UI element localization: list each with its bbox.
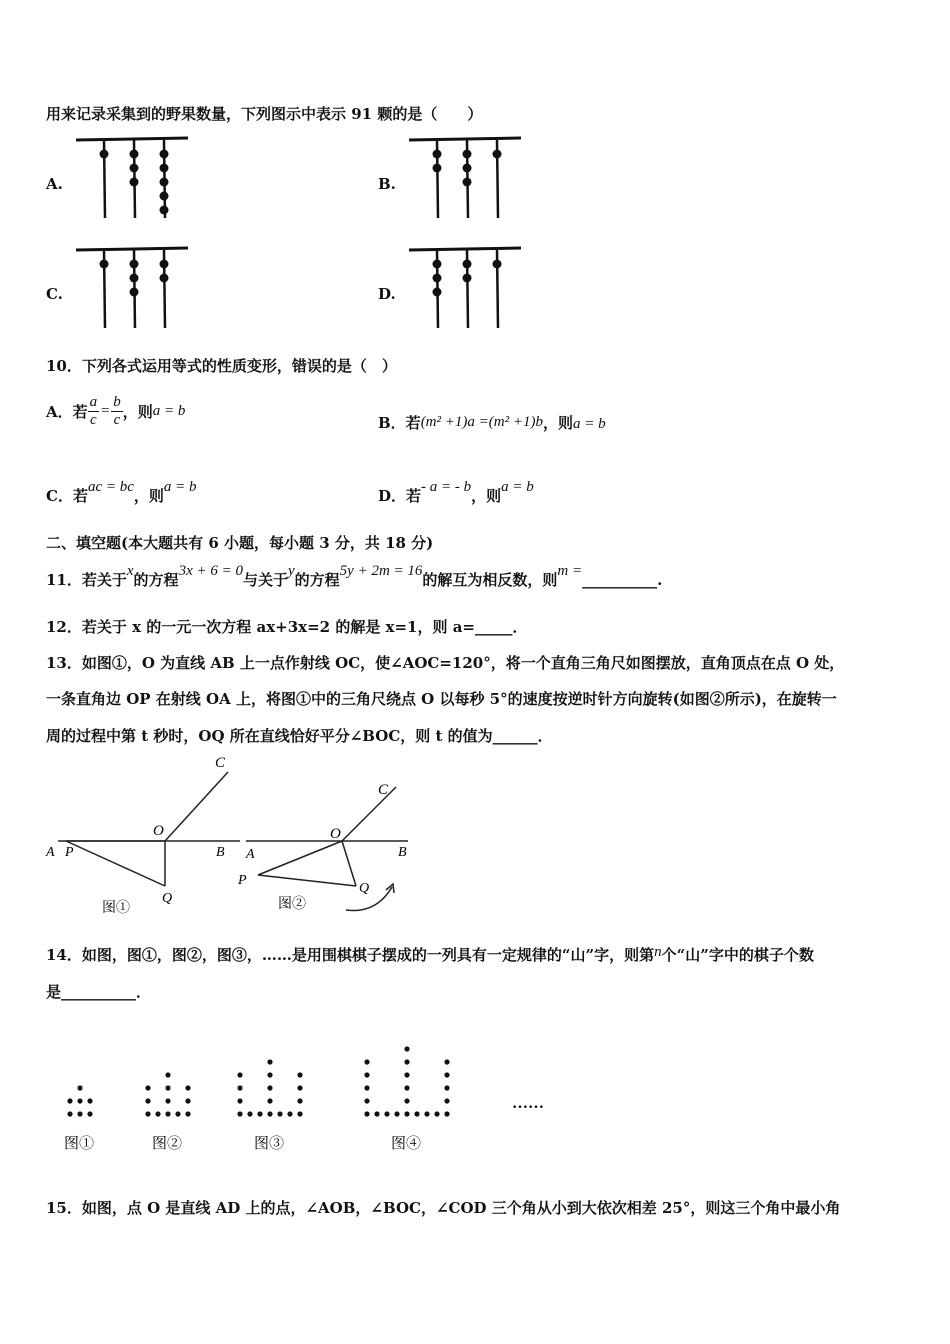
q9-option-b-label: B. [378,175,396,193]
abacus-frame [409,248,521,250]
go-stone [404,1098,409,1103]
go-stone [185,1098,190,1103]
go-stone [404,1085,409,1090]
label-a: A [46,845,55,860]
abacus-bead [463,260,472,269]
q10-a-concl: a = b [152,403,186,419]
go-stone [297,1111,302,1116]
go-stone [384,1111,389,1116]
q13-figure-2 [236,752,416,922]
q9-stem: 用来记录采集到的野果数量，下列图示中表示 91 颗的是（ ） [46,105,483,123]
q10-option-d [378,479,534,506]
go-stone [145,1111,150,1116]
q13-line-1: 13．如图①，O 为直线 AB 上一点作射线 OC，使∠AOC=120°，将一个直角三角尺如图摆放，直角顶点在点 O 处， [46,654,845,672]
go-stone [267,1085,272,1090]
q11-equation-2: 5y + 2m = 16 [339,563,423,579]
ray-oc [165,772,228,841]
abacus-bead [130,164,139,173]
q11 [46,563,663,590]
q10-b-then: ，则 [542,414,573,432]
caption-fig-2: 图② [278,897,306,912]
go-stone [155,1111,160,1116]
q10-c-expr: ac = bc [87,479,134,495]
q14-line-2: 是__________． [46,983,152,1001]
caption-fig-2: 图② [152,1136,183,1152]
go-stone [444,1111,449,1116]
side-op [258,841,342,875]
go-stone [237,1085,242,1090]
q11-var-m: m = [557,563,583,579]
q10-b-expr: (m² +1)a =(m² +1)b [420,414,543,430]
q11-text-1: 11．若关于 [46,571,127,589]
go-stone [77,1098,82,1103]
q13-figure-1 [40,752,240,922]
q10-a-frac2: $\frac{b}{c}$ [113,394,121,428]
go-stone [374,1111,379,1116]
caption-fig-4: 图④ [391,1136,422,1152]
q14-shan-figures [50,1030,570,1160]
label-b: B [398,845,407,860]
q10-b-concl: a = b [572,416,606,432]
go-stone [404,1059,409,1064]
q10-c-then: ，则 [133,487,164,505]
label-c: C [215,755,226,771]
q14-var-n: n [654,944,662,960]
q14-text-1: 14．如图，图①，图②，图③，……是用围棋棋子摆成的一列具有一定规律的“山”字，则第 [46,946,655,964]
go-stone [77,1085,82,1090]
q10-c-concl: a = b [163,479,197,495]
go-stone [444,1072,449,1077]
abacus-bead [100,150,109,159]
abacus-bead [433,288,442,297]
go-stone [267,1072,272,1077]
q13-line-3: 周的过程中第 t 秒时，OQ 所在直线恰好平分∠BOC，则 t 的值为______． [46,727,553,745]
ellipsis: …… [512,1095,544,1112]
abacus-b [405,134,525,224]
section-2-heading: 二、填空题(本大题共有 6 小题，每小题 3 分，共 18 分) [46,534,434,552]
q9-option-d-label: D. [378,285,396,303]
go-stone [267,1059,272,1064]
q10-stem: 10．下列各式运用等式的性质变形，错误的是（ ） [46,357,397,375]
q10-a-eq: = [100,403,111,419]
go-stone [424,1111,429,1116]
abacus-bead [493,260,502,269]
label-c: C [378,782,389,798]
q10-option-c [46,479,197,506]
abacus-bead [433,150,442,159]
q11-var-x: x [126,563,134,579]
side-pq [66,841,165,886]
label-q: Q [359,881,370,896]
label-a: A [246,847,255,862]
go-stone [364,1111,369,1116]
abacus-bead [160,178,169,187]
go-stone [404,1072,409,1077]
side-pq [258,875,356,886]
go-stone [444,1059,449,1064]
go-stone [185,1111,190,1116]
abacus-bead [433,260,442,269]
abacus-frame [76,138,188,140]
q14-line-1 [46,944,814,965]
abacus-bead [130,274,139,283]
abacus-bead [433,164,442,173]
q11-var-y: y [287,563,295,579]
abacus-frame [76,248,188,250]
abacus-frame [409,138,521,140]
q11-equation-1: 3x + 6 = 0 [178,563,243,579]
q10-d-expr: - a = - b [421,479,472,495]
go-stone [267,1111,272,1116]
go-stone [297,1098,302,1103]
go-stone [145,1098,150,1103]
go-stone [67,1111,72,1116]
q10-option-a [46,394,185,429]
go-stone [87,1098,92,1103]
caption-fig-1: 图① [102,901,130,916]
go-stone [287,1111,292,1116]
q10-c-label: C．若 [46,487,88,505]
q11-text-3: 与关于 [242,571,288,589]
go-stone [364,1059,369,1064]
q10-option-b [378,412,606,433]
go-stone [297,1072,302,1077]
label-o: O [153,823,164,839]
go-stone [257,1111,262,1116]
q12: 12．若关于 x 的一元一次方程 ax+3x=2 的解是 x=1，则 a=_____． [46,618,528,636]
q11-text-5: 的解互为相反数，则 [422,571,558,589]
go-stone [237,1111,242,1116]
go-stone [404,1046,409,1051]
go-stone [444,1085,449,1090]
label-q: Q [162,891,173,906]
label-b: B [216,845,225,860]
abacus-bead [130,178,139,187]
abacus-bead [463,164,472,173]
abacus-bead [160,192,169,201]
side-oq [342,841,356,886]
go-stone [277,1111,282,1116]
abacus-d [405,244,525,334]
abacus-bead [463,150,472,159]
go-stone [165,1072,170,1077]
label-p: P [65,845,74,860]
abacus-bead [160,206,169,215]
caption-fig-1: 图① [64,1136,95,1152]
label-p: P [238,873,247,888]
q9-option-a-label: A. [46,175,63,193]
caption-fig-3: 图③ [254,1136,285,1152]
abacus-c [72,244,192,334]
q10-d-then: ，则 [471,487,502,505]
go-stone [175,1111,180,1116]
abacus-a [72,134,192,224]
go-stone [67,1098,72,1103]
abacus-bead [160,260,169,269]
q10-a-then: ，则 [122,403,153,421]
go-stone [404,1111,409,1116]
abacus-bead [493,150,502,159]
go-stone [165,1085,170,1090]
abacus-bead [130,260,139,269]
go-stone [165,1111,170,1116]
q14-text-2: 个“山”字中的棋子个数 [661,946,814,964]
abacus-bead [160,274,169,283]
q11-text-4: 的方程 [294,571,340,589]
q10-b-label: B．若 [378,414,421,432]
go-stone [237,1098,242,1103]
go-stone [87,1111,92,1116]
go-stone [145,1085,150,1090]
abacus-bead [130,150,139,159]
abacus-bead [463,178,472,187]
q11-text-2: 的方程 [133,571,179,589]
q15: 15．如图，点 O 是直线 AD 上的点，∠AOB，∠BOC，∠COD 三个角从小到大依次相差 25°，则这三个角中最小角 [46,1199,841,1217]
abacus-bead [130,288,139,297]
q10-a-frac1: $\frac{a}{c}$ [89,394,98,428]
go-stone [364,1072,369,1077]
go-stone [237,1072,242,1077]
go-stone [247,1111,252,1116]
abacus-bead [433,274,442,283]
q10-d-label: D．若 [378,487,422,505]
go-stone [394,1111,399,1116]
go-stone [434,1111,439,1116]
q9-option-c-label: C. [46,285,63,303]
q13-line-2: 一条直角边 OP 在射线 OA 上，将图①中的三角尺绕点 O 以每秒 5°的速度按逆时针方向旋转(如图②所示)，在旋转一 [46,690,837,708]
go-stone [267,1098,272,1103]
abacus-bead [100,260,109,269]
go-stone [414,1111,419,1116]
q10-a-label: A．若 [46,403,88,421]
go-stone [77,1111,82,1116]
go-stone [165,1098,170,1103]
go-stone [297,1085,302,1090]
q10-d-concl: a = b [501,479,534,495]
abacus-bead [463,274,472,283]
go-stone [444,1098,449,1103]
q11-blank: __________. [582,571,663,589]
label-o: O [330,826,341,842]
abacus-bead [160,164,169,173]
go-stone [185,1085,190,1090]
go-stone [364,1085,369,1090]
go-stone [364,1098,369,1103]
abacus-bead [160,150,169,159]
